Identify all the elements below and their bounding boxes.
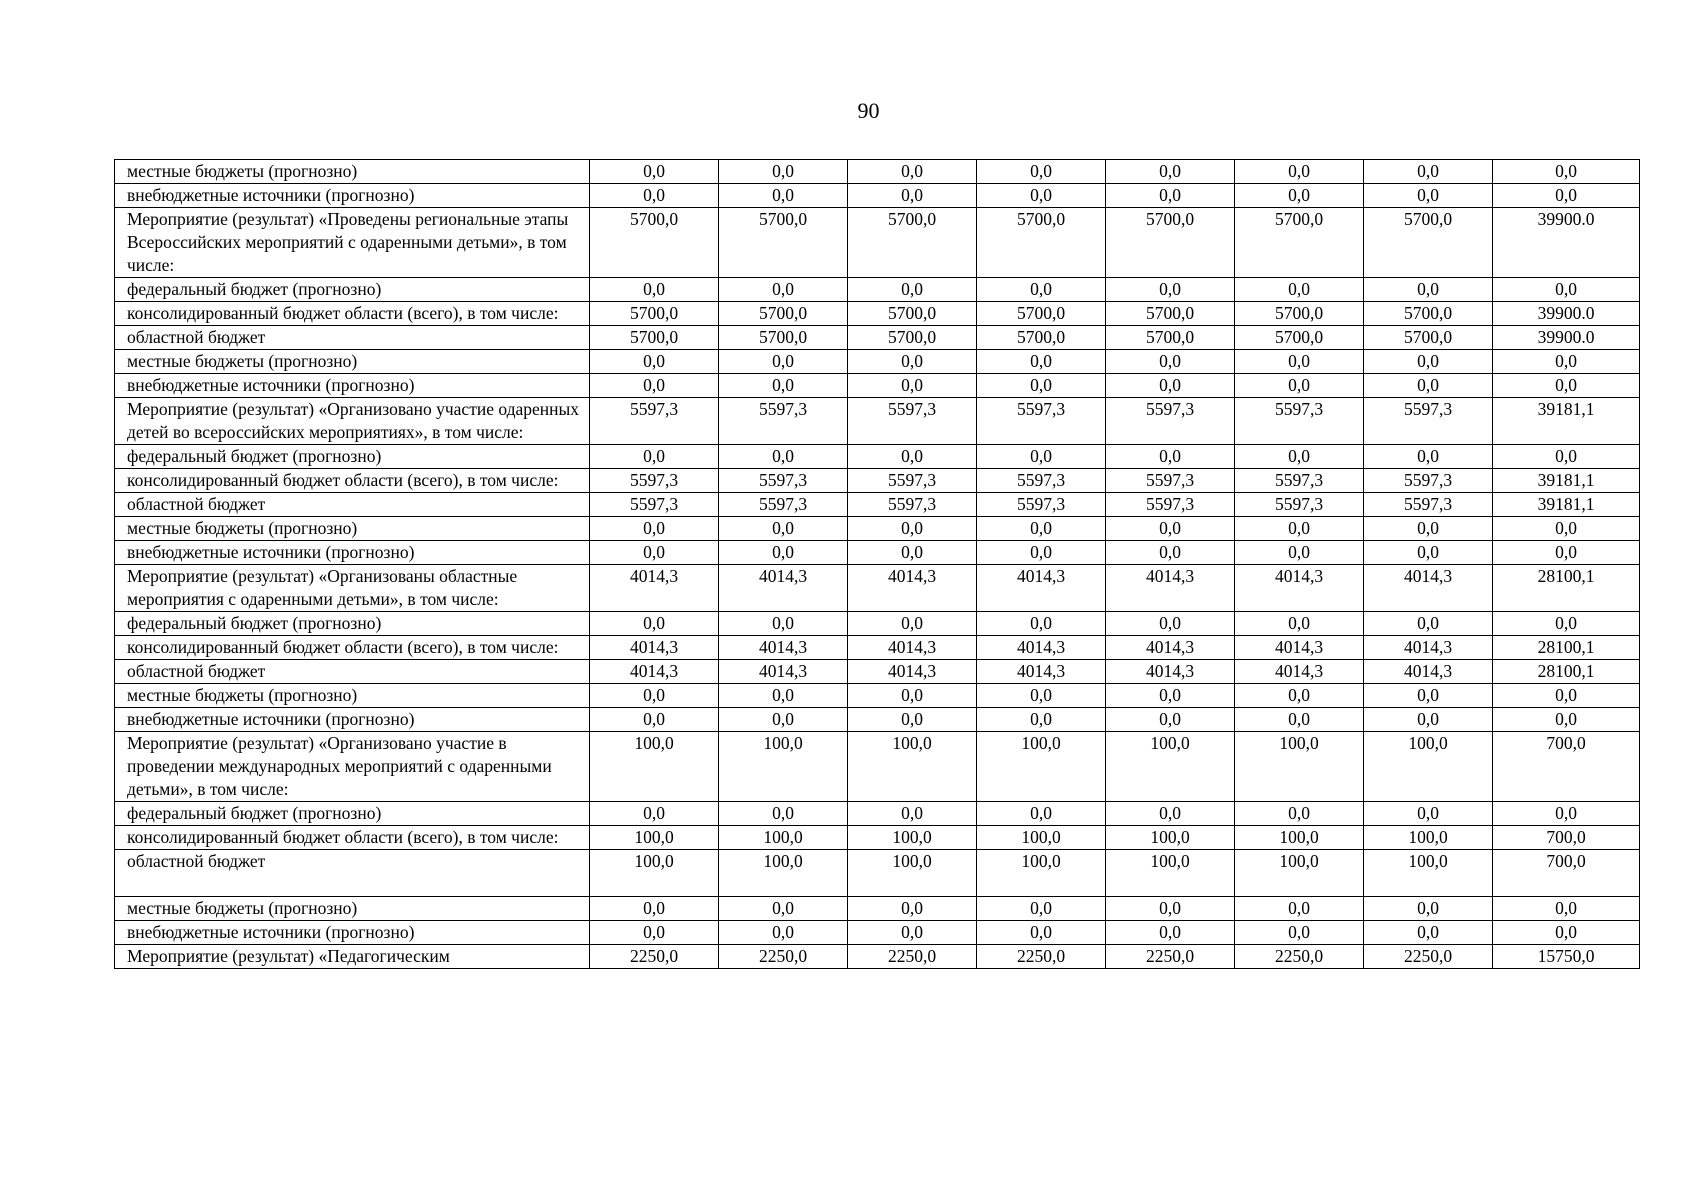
row-total-cell: 0,0	[1493, 921, 1640, 945]
row-value-cell: 0,0	[848, 612, 977, 636]
table-row	[115, 732, 1640, 802]
row-value-cell: 5700,0	[1106, 302, 1235, 326]
row-value-cell: 5597,3	[1106, 398, 1235, 445]
row-value-cell: 0,0	[590, 684, 719, 708]
row-value-cell: 0,0	[719, 160, 848, 184]
row-value-cell: 0,0	[977, 612, 1106, 636]
row-value-cell: 0,0	[1364, 350, 1493, 374]
row-value-cell: 0,0	[590, 278, 719, 302]
row-value-cell: 4014,3	[848, 636, 977, 660]
table-row	[115, 493, 1640, 517]
row-value-cell: 0,0	[977, 445, 1106, 469]
row-total-cell: 0,0	[1493, 184, 1640, 208]
row-value-cell: 100,0	[1364, 732, 1493, 802]
row-value-cell: 0,0	[590, 184, 719, 208]
row-value-cell: 0,0	[719, 612, 848, 636]
row-value-cell: 0,0	[719, 278, 848, 302]
row-value-cell: 100,0	[848, 826, 977, 850]
row-label-cell: областной бюджет	[115, 493, 590, 517]
row-total-cell: 0,0	[1493, 445, 1640, 469]
row-total-cell: 0,0	[1493, 684, 1640, 708]
row-total-cell: 15750,0	[1493, 945, 1640, 969]
row-value-cell: 0,0	[1235, 612, 1364, 636]
row-value-cell: 4014,3	[719, 565, 848, 612]
row-value-cell: 4014,3	[1364, 636, 1493, 660]
row-label-cell: внебюджетные источники (прогнозно)	[115, 708, 590, 732]
row-value-cell: 5597,3	[719, 469, 848, 493]
row-value-cell: 0,0	[977, 921, 1106, 945]
table-row	[115, 278, 1640, 302]
row-value-cell: 5597,3	[719, 493, 848, 517]
row-value-cell: 5700,0	[590, 208, 719, 278]
table-row	[115, 850, 1640, 897]
row-value-cell: 0,0	[719, 374, 848, 398]
row-value-cell: 2250,0	[1106, 945, 1235, 969]
row-value-cell: 5597,3	[590, 493, 719, 517]
table-row	[115, 517, 1640, 541]
row-value-cell: 100,0	[848, 732, 977, 802]
row-value-cell: 0,0	[1235, 160, 1364, 184]
row-total-cell: 0,0	[1493, 350, 1640, 374]
row-value-cell: 100,0	[590, 732, 719, 802]
row-value-cell: 0,0	[977, 350, 1106, 374]
row-value-cell: 100,0	[1235, 826, 1364, 850]
row-value-cell: 0,0	[1106, 184, 1235, 208]
row-value-cell: 0,0	[1106, 541, 1235, 565]
row-value-cell: 0,0	[1106, 684, 1235, 708]
row-value-cell: 0,0	[719, 350, 848, 374]
row-total-cell: 0,0	[1493, 374, 1640, 398]
row-value-cell: 5597,3	[1235, 493, 1364, 517]
row-value-cell: 0,0	[848, 921, 977, 945]
row-value-cell: 5597,3	[590, 469, 719, 493]
row-value-cell: 4014,3	[848, 660, 977, 684]
row-value-cell: 5597,3	[1364, 493, 1493, 517]
row-total-cell: 700,0	[1493, 732, 1640, 802]
row-total-cell: 28100,1	[1493, 565, 1640, 612]
row-label-cell: местные бюджеты (прогнозно)	[115, 684, 590, 708]
row-label-cell: консолидированный бюджет области (всего), в том числе:	[115, 826, 590, 850]
row-value-cell: 100,0	[848, 850, 977, 897]
row-label-cell: внебюджетные источники (прогнозно)	[115, 921, 590, 945]
row-total-cell: 0,0	[1493, 708, 1640, 732]
row-label-cell: внебюджетные источники (прогнозно)	[115, 184, 590, 208]
row-value-cell: 0,0	[719, 445, 848, 469]
table-row	[115, 612, 1640, 636]
row-value-cell: 0,0	[977, 708, 1106, 732]
row-value-cell: 100,0	[977, 850, 1106, 897]
row-total-cell: 0,0	[1493, 612, 1640, 636]
row-value-cell: 0,0	[719, 517, 848, 541]
table-row	[115, 350, 1640, 374]
row-value-cell: 2250,0	[1364, 945, 1493, 969]
row-value-cell: 0,0	[1364, 612, 1493, 636]
row-value-cell: 0,0	[977, 684, 1106, 708]
row-label-cell: Мероприятие (результат) «Организованы областные мероприятия с одаренными детьми», в том числе:	[115, 565, 590, 612]
row-value-cell: 0,0	[977, 802, 1106, 826]
page-number: 90	[857, 98, 880, 123]
row-value-cell: 0,0	[590, 708, 719, 732]
row-total-cell: 700,0	[1493, 826, 1640, 850]
row-value-cell: 5597,3	[1106, 493, 1235, 517]
row-value-cell: 0,0	[848, 802, 977, 826]
row-value-cell: 0,0	[1364, 184, 1493, 208]
row-value-cell: 4014,3	[1364, 660, 1493, 684]
row-value-cell: 0,0	[848, 160, 977, 184]
table-row	[115, 445, 1640, 469]
row-value-cell: 0,0	[848, 278, 977, 302]
row-value-cell: 5700,0	[590, 326, 719, 350]
row-total-cell: 39900.0	[1493, 208, 1640, 278]
row-value-cell: 0,0	[1364, 921, 1493, 945]
row-value-cell: 5597,3	[848, 469, 977, 493]
row-value-cell: 100,0	[719, 826, 848, 850]
table-row	[115, 302, 1640, 326]
table-row	[115, 184, 1640, 208]
table-row	[115, 684, 1640, 708]
row-value-cell: 5597,3	[1364, 398, 1493, 445]
row-value-cell: 4014,3	[590, 565, 719, 612]
row-value-cell: 0,0	[719, 921, 848, 945]
row-value-cell: 5700,0	[977, 302, 1106, 326]
row-value-cell: 0,0	[1364, 160, 1493, 184]
row-value-cell: 0,0	[1364, 684, 1493, 708]
row-value-cell: 4014,3	[590, 660, 719, 684]
row-value-cell: 4014,3	[977, 636, 1106, 660]
row-label-cell: консолидированный бюджет области (всего), в том числе:	[115, 302, 590, 326]
table-row	[115, 160, 1640, 184]
row-label-cell: федеральный бюджет (прогнозно)	[115, 612, 590, 636]
row-value-cell: 100,0	[977, 732, 1106, 802]
row-total-cell: 39900.0	[1493, 326, 1640, 350]
table-row	[115, 208, 1640, 278]
row-value-cell: 0,0	[590, 160, 719, 184]
row-value-cell: 5597,3	[1364, 469, 1493, 493]
row-value-cell: 0,0	[977, 517, 1106, 541]
row-value-cell: 5597,3	[977, 493, 1106, 517]
row-value-cell: 5700,0	[977, 326, 1106, 350]
row-value-cell: 5597,3	[1235, 398, 1364, 445]
row-value-cell: 5700,0	[719, 302, 848, 326]
row-value-cell: 0,0	[1106, 517, 1235, 541]
row-value-cell: 0,0	[977, 278, 1106, 302]
row-value-cell: 0,0	[1106, 350, 1235, 374]
row-label-cell: федеральный бюджет (прогнозно)	[115, 445, 590, 469]
row-value-cell: 0,0	[977, 541, 1106, 565]
row-value-cell: 5597,3	[977, 469, 1106, 493]
row-total-cell: 39181,1	[1493, 398, 1640, 445]
row-value-cell: 5700,0	[719, 326, 848, 350]
row-value-cell: 4014,3	[977, 565, 1106, 612]
row-label-cell: федеральный бюджет (прогнозно)	[115, 278, 590, 302]
row-value-cell: 0,0	[719, 802, 848, 826]
row-value-cell: 2250,0	[1235, 945, 1364, 969]
row-label-cell: Мероприятие (результат) «Организовано участие в проведении международных мероприятий с одаренными детьми», в том числе:	[115, 732, 590, 802]
row-value-cell: 0,0	[1364, 802, 1493, 826]
row-value-cell: 5700,0	[1235, 326, 1364, 350]
row-value-cell: 0,0	[1235, 374, 1364, 398]
row-value-cell: 100,0	[1106, 850, 1235, 897]
row-value-cell: 0,0	[719, 184, 848, 208]
row-value-cell: 0,0	[590, 612, 719, 636]
row-value-cell: 5700,0	[590, 302, 719, 326]
row-value-cell: 5700,0	[1364, 326, 1493, 350]
row-value-cell: 0,0	[1235, 921, 1364, 945]
row-value-cell: 0,0	[590, 517, 719, 541]
row-label-cell: областной бюджет	[115, 326, 590, 350]
row-label-cell: Мероприятие (результат) «Проведены региональные этапы Всероссийских мероприятий с одаренными детьми», в том числе:	[115, 208, 590, 278]
row-total-cell: 28100,1	[1493, 660, 1640, 684]
row-value-cell: 4014,3	[719, 660, 848, 684]
row-value-cell: 0,0	[977, 897, 1106, 921]
row-value-cell: 0,0	[1235, 541, 1364, 565]
row-value-cell: 100,0	[1364, 850, 1493, 897]
row-value-cell: 0,0	[1364, 374, 1493, 398]
row-value-cell: 5700,0	[977, 208, 1106, 278]
row-label-cell: Мероприятие (результат) «Организовано участие одаренных детей во всероссийских мероприятиях», в том числе:	[115, 398, 590, 445]
row-value-cell: 0,0	[1235, 517, 1364, 541]
row-label-cell: местные бюджеты (прогнозно)	[115, 350, 590, 374]
row-label-cell: местные бюджеты (прогнозно)	[115, 517, 590, 541]
row-value-cell: 0,0	[1106, 802, 1235, 826]
row-value-cell: 0,0	[1235, 684, 1364, 708]
row-value-cell: 0,0	[848, 897, 977, 921]
row-value-cell: 4014,3	[590, 636, 719, 660]
table-row	[115, 945, 1640, 969]
row-value-cell: 100,0	[977, 826, 1106, 850]
row-value-cell: 5700,0	[848, 302, 977, 326]
row-value-cell: 0,0	[590, 802, 719, 826]
row-value-cell: 100,0	[1235, 732, 1364, 802]
table-row	[115, 469, 1640, 493]
row-total-cell: 39181,1	[1493, 493, 1640, 517]
row-value-cell: 0,0	[848, 541, 977, 565]
row-value-cell: 0,0	[977, 184, 1106, 208]
row-value-cell: 0,0	[848, 184, 977, 208]
row-value-cell: 4014,3	[719, 636, 848, 660]
table-row	[115, 708, 1640, 732]
row-value-cell: 100,0	[1106, 826, 1235, 850]
row-value-cell: 0,0	[719, 541, 848, 565]
row-value-cell: 100,0	[590, 850, 719, 897]
row-value-cell: 5700,0	[1106, 326, 1235, 350]
row-value-cell: 0,0	[590, 921, 719, 945]
budget-table	[114, 159, 1640, 969]
table-row	[115, 326, 1640, 350]
row-value-cell: 0,0	[977, 374, 1106, 398]
row-value-cell: 0,0	[1106, 708, 1235, 732]
row-value-cell: 5700,0	[848, 208, 977, 278]
row-value-cell: 0,0	[1106, 921, 1235, 945]
row-value-cell: 0,0	[590, 897, 719, 921]
row-label-cell: местные бюджеты (прогнозно)	[115, 897, 590, 921]
row-value-cell: 100,0	[719, 850, 848, 897]
row-value-cell: 0,0	[1106, 374, 1235, 398]
row-value-cell: 4014,3	[1106, 660, 1235, 684]
row-value-cell: 4014,3	[1235, 660, 1364, 684]
row-value-cell: 0,0	[590, 541, 719, 565]
row-label-cell: консолидированный бюджет области (всего), в том числе:	[115, 469, 590, 493]
row-value-cell: 0,0	[590, 374, 719, 398]
row-value-cell: 0,0	[1364, 445, 1493, 469]
row-value-cell: 0,0	[1106, 612, 1235, 636]
row-value-cell: 5597,3	[848, 398, 977, 445]
row-value-cell: 4014,3	[977, 660, 1106, 684]
row-label-cell: внебюджетные источники (прогнозно)	[115, 541, 590, 565]
row-value-cell: 2250,0	[590, 945, 719, 969]
row-value-cell: 100,0	[719, 732, 848, 802]
row-total-cell: 0,0	[1493, 278, 1640, 302]
table-body	[115, 160, 1640, 969]
row-value-cell: 5700,0	[1235, 302, 1364, 326]
row-value-cell: 4014,3	[1106, 565, 1235, 612]
table-row	[115, 565, 1640, 612]
table-row	[115, 636, 1640, 660]
table-row	[115, 921, 1640, 945]
row-value-cell: 0,0	[590, 445, 719, 469]
row-value-cell: 4014,3	[848, 565, 977, 612]
row-total-cell: 0,0	[1493, 802, 1640, 826]
row-value-cell: 0,0	[977, 160, 1106, 184]
row-value-cell: 4014,3	[1364, 565, 1493, 612]
row-value-cell: 0,0	[848, 350, 977, 374]
row-label-cell: местные бюджеты (прогнозно)	[115, 160, 590, 184]
row-value-cell: 100,0	[590, 826, 719, 850]
row-value-cell: 0,0	[1364, 708, 1493, 732]
row-value-cell: 5700,0	[1235, 208, 1364, 278]
row-value-cell: 0,0	[1235, 897, 1364, 921]
row-value-cell: 0,0	[1106, 897, 1235, 921]
row-value-cell: 0,0	[1235, 278, 1364, 302]
row-total-cell: 0,0	[1493, 517, 1640, 541]
row-value-cell: 5700,0	[719, 208, 848, 278]
row-value-cell: 0,0	[1106, 278, 1235, 302]
row-value-cell: 0,0	[719, 684, 848, 708]
row-value-cell: 2250,0	[719, 945, 848, 969]
row-value-cell: 0,0	[1235, 350, 1364, 374]
row-value-cell: 2250,0	[848, 945, 977, 969]
row-total-cell: 0,0	[1493, 160, 1640, 184]
row-value-cell: 100,0	[1364, 826, 1493, 850]
row-value-cell: 0,0	[1364, 278, 1493, 302]
table-row	[115, 541, 1640, 565]
row-value-cell: 5597,3	[590, 398, 719, 445]
row-total-cell: 39900.0	[1493, 302, 1640, 326]
row-value-cell: 0,0	[590, 350, 719, 374]
row-value-cell: 0,0	[1235, 802, 1364, 826]
row-total-cell: 0,0	[1493, 897, 1640, 921]
row-value-cell: 0,0	[719, 897, 848, 921]
row-value-cell: 5597,3	[1106, 469, 1235, 493]
row-label-cell: областной бюджет	[115, 660, 590, 684]
row-total-cell: 28100,1	[1493, 636, 1640, 660]
row-value-cell: 0,0	[848, 517, 977, 541]
row-value-cell: 5700,0	[1364, 208, 1493, 278]
row-value-cell: 5700,0	[1106, 208, 1235, 278]
row-value-cell: 0,0	[1235, 708, 1364, 732]
table-row	[115, 398, 1640, 445]
row-value-cell: 0,0	[719, 708, 848, 732]
row-label-cell: внебюджетные источники (прогнозно)	[115, 374, 590, 398]
row-value-cell: 100,0	[1235, 850, 1364, 897]
row-value-cell: 0,0	[848, 445, 977, 469]
row-value-cell: 5700,0	[1364, 302, 1493, 326]
row-value-cell: 0,0	[848, 374, 977, 398]
table-row	[115, 897, 1640, 921]
row-label-cell: консолидированный бюджет области (всего), в том числе:	[115, 636, 590, 660]
row-value-cell: 0,0	[1235, 445, 1364, 469]
row-value-cell: 5597,3	[1235, 469, 1364, 493]
row-value-cell: 4014,3	[1235, 565, 1364, 612]
row-total-cell: 39181,1	[1493, 469, 1640, 493]
row-label-cell: областной бюджет	[115, 850, 590, 897]
row-value-cell: 0,0	[1364, 517, 1493, 541]
row-value-cell: 5597,3	[719, 398, 848, 445]
row-label-cell: Мероприятие (результат) «Педагогическим	[115, 945, 590, 969]
row-value-cell: 0,0	[848, 708, 977, 732]
row-label-cell: федеральный бюджет (прогнозно)	[115, 802, 590, 826]
row-value-cell: 0,0	[1364, 897, 1493, 921]
table-row	[115, 826, 1640, 850]
table-row	[115, 660, 1640, 684]
table-row	[115, 374, 1640, 398]
row-value-cell: 5597,3	[977, 398, 1106, 445]
row-value-cell: 0,0	[1235, 184, 1364, 208]
table-row	[115, 802, 1640, 826]
row-value-cell: 5597,3	[848, 493, 977, 517]
row-value-cell: 0,0	[848, 684, 977, 708]
row-value-cell: 5700,0	[848, 326, 977, 350]
row-value-cell: 0,0	[1106, 160, 1235, 184]
row-value-cell: 4014,3	[1235, 636, 1364, 660]
row-value-cell: 0,0	[1106, 445, 1235, 469]
row-total-cell: 0,0	[1493, 541, 1640, 565]
row-total-cell: 700,0	[1493, 850, 1640, 897]
row-value-cell: 2250,0	[977, 945, 1106, 969]
row-value-cell: 0,0	[1364, 541, 1493, 565]
row-value-cell: 100,0	[1106, 732, 1235, 802]
row-value-cell: 4014,3	[1106, 636, 1235, 660]
